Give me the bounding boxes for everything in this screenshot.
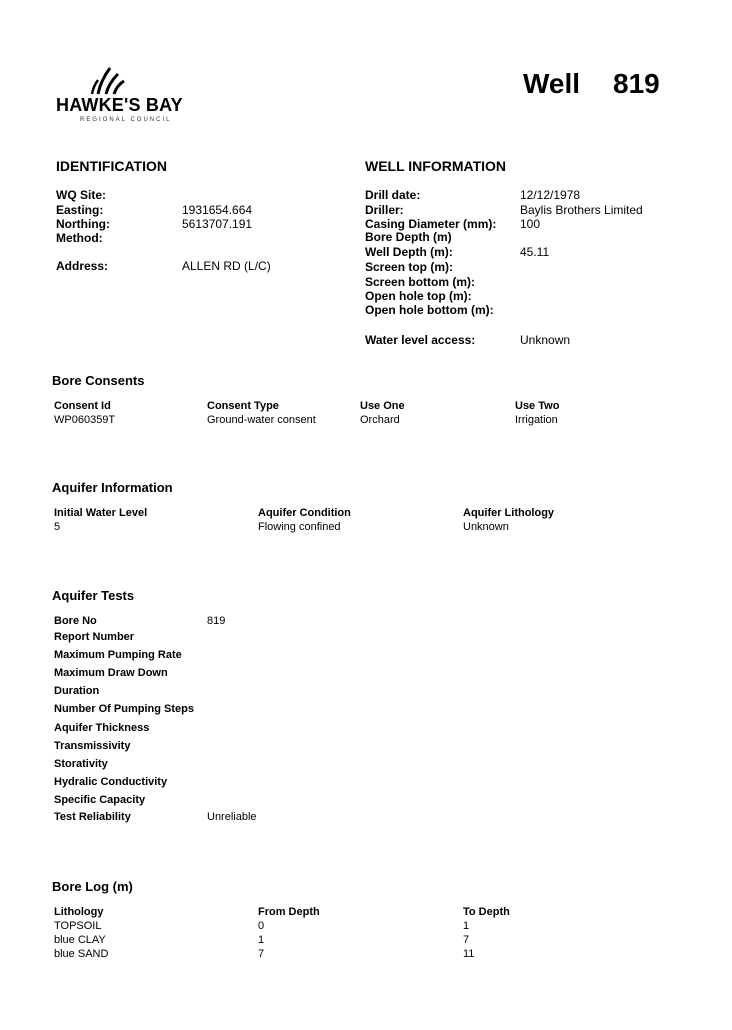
bore-depth-label: Bore Depth (m) — [365, 230, 452, 244]
aquifer-lithology-cell: Unknown — [463, 521, 509, 533]
address-label: Address: — [56, 259, 109, 273]
aquifer-test-label: Aquifer Thickness — [54, 722, 150, 734]
consent-type-header: Consent Type — [207, 400, 279, 412]
aquifer-test-label: Transmissivity — [54, 740, 131, 752]
aquifer-test-label: Storativity — [54, 758, 108, 770]
aquifer-condition-header: Aquifer Condition — [258, 507, 351, 519]
well-depth-label: Well Depth (m): — [365, 245, 453, 259]
water-level-access-label: Water level access: — [365, 333, 476, 347]
easting-value: 1931654.664 — [182, 203, 253, 217]
from-depth-cell: 0 — [258, 920, 265, 932]
aquifer-test-value: Unreliable — [207, 811, 257, 823]
to-depth-cell: 11 — [463, 948, 475, 960]
aquifer-test-label: Specific Capacity — [54, 794, 146, 806]
bore-log-heading: Bore Log (m) — [52, 879, 133, 894]
aquifer-test-label: Maximum Draw Down — [54, 667, 168, 679]
well-label: Well — [523, 68, 581, 99]
bore-consents-heading: Bore Consents — [52, 373, 145, 388]
aquifer-test-label: Bore No — [54, 615, 97, 627]
from-depth-header: From Depth — [258, 906, 320, 918]
use-one-cell: Orchard — [360, 414, 400, 426]
logo-subtitle: REGIONAL COUNCIL — [80, 117, 172, 123]
aquifer-test-value: 819 — [207, 615, 226, 627]
aquifer-test-label: Report Number — [54, 631, 135, 643]
initial-water-level-header: Initial Water Level — [54, 507, 148, 519]
lithology-cell: blue CLAY — [54, 934, 106, 946]
initial-water-level-cell: 5 — [54, 521, 61, 533]
open-hole-bottom-label: Open hole bottom (m): — [365, 303, 494, 317]
consent-id-header: Consent Id — [54, 400, 111, 412]
aquifer-test-label: Test Reliability — [54, 811, 131, 823]
use-one-header: Use One — [360, 400, 405, 412]
consent-id-cell: WP060359T — [54, 414, 116, 426]
drill-date-value: 12/12/1978 — [520, 188, 581, 202]
lithology-cell: TOPSOIL — [54, 920, 102, 932]
to-depth-cell: 7 — [463, 934, 470, 946]
northing-label: Northing: — [56, 217, 110, 231]
wq-site-label: WQ Site: — [56, 188, 106, 202]
address-value: ALLEN RD (L/C) — [182, 259, 271, 273]
logo-name: HAWKE'S BAY — [56, 95, 183, 115]
use-two-cell: Irrigation — [515, 414, 558, 426]
open-hole-top-label: Open hole top (m): — [365, 289, 472, 303]
to-depth-header: To Depth — [463, 906, 510, 918]
well-number: 819 — [613, 68, 660, 99]
identification-heading: IDENTIFICATION — [56, 158, 167, 174]
aquifer-test-label: Hydralic Conductivity — [54, 776, 168, 788]
from-depth-cell: 7 — [258, 948, 265, 960]
casing-diameter-value: 100 — [520, 217, 541, 231]
use-two-header: Use Two — [515, 400, 560, 412]
water-level-access-value: Unknown — [520, 333, 571, 347]
method-label: Method: — [56, 231, 103, 245]
aquifer-lithology-header: Aquifer Lithology — [463, 507, 555, 519]
aquifer-test-label: Maximum Pumping Rate — [54, 649, 182, 661]
aquifer-information-heading: Aquifer Information — [52, 480, 173, 495]
lithology-cell: blue SAND — [54, 948, 109, 960]
consent-type-cell: Ground-water consent — [207, 414, 316, 426]
aquifer-tests-heading: Aquifer Tests — [52, 588, 135, 603]
easting-label: Easting: — [56, 203, 104, 217]
casing-diameter-label: Casing Diameter (mm): — [365, 217, 497, 231]
aquifer-test-label: Number Of Pumping Steps — [54, 703, 194, 715]
to-depth-cell: 1 — [463, 920, 470, 932]
from-depth-cell: 1 — [258, 934, 265, 946]
screen-bottom-label: Screen bottom (m): — [365, 275, 476, 289]
northing-value: 5613707.191 — [182, 217, 253, 231]
aquifer-condition-cell: Flowing confined — [258, 521, 341, 533]
driller-label: Driller: — [365, 203, 404, 217]
screen-top-label: Screen top (m): — [365, 260, 454, 274]
council-logo-icon — [88, 66, 128, 96]
driller-value: Baylis Brothers Limited — [520, 203, 643, 217]
well-depth-value: 45.11 — [520, 245, 550, 259]
drill-date-label: Drill date: — [365, 188, 421, 202]
lithology-header: Lithology — [54, 906, 104, 918]
aquifer-test-label: Duration — [54, 685, 100, 697]
well-information-heading: WELL INFORMATION — [365, 158, 507, 174]
